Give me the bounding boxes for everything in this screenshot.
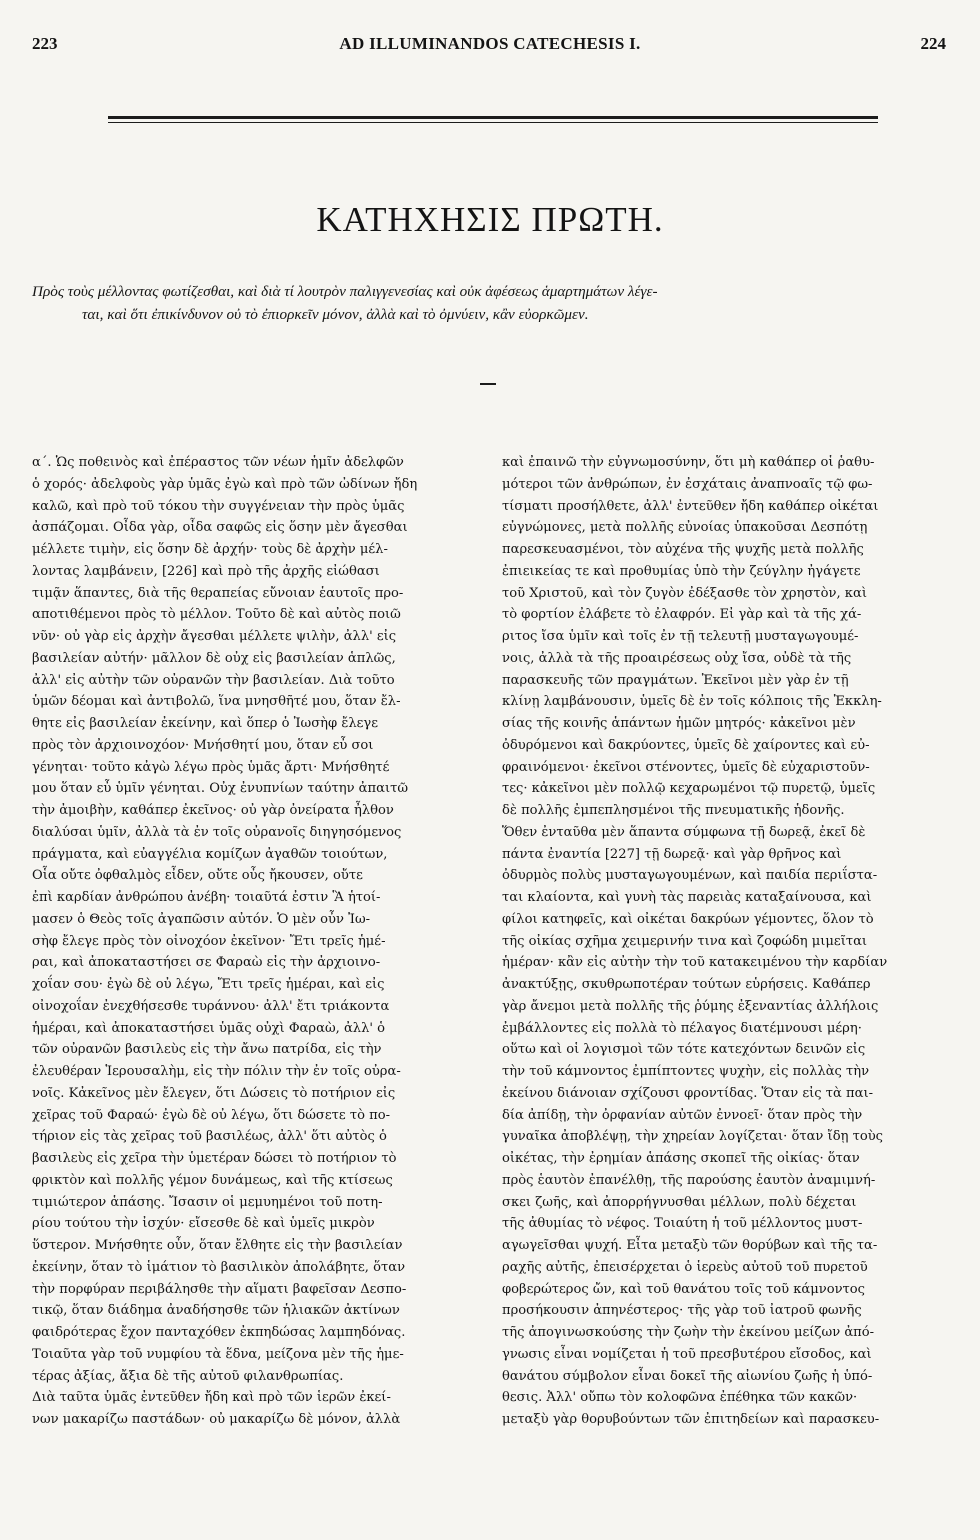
text-line: φίλοι κατηφεῖς, καὶ οἰκέται δακρύων γέμοντες, ὅλον τὸ xyxy=(502,911,874,927)
text-line: διαλύσαι ὑμῖν, ἀλλὰ τὰ ἐν τοῖς οὐρανοῖς διηγησόμενος xyxy=(32,824,402,840)
text-line: τικῷ, ὅταν διάδημα ἀναδήσησθε τῶν ἡλιακῶν ἀκτίνων xyxy=(32,1303,400,1319)
page-number-right: 224 xyxy=(920,34,946,53)
text-line: ὁ χορός· ἀδελφοὺς γὰρ ὑμᾶς ἐγὼ καὶ πρὸ τῶν ὠδίνων ἤδη xyxy=(32,476,418,492)
text-line: γυναῖκα ἀποβλέψῃ, τὴν χηρείαν λογίζεται· ὅταν ἴδῃ τοὺς xyxy=(502,1129,883,1145)
text-line: ἐπιεικείας τε καὶ προθυμίας ὑπὸ τὴν ζεύγλην ἠγάγετε xyxy=(502,563,861,579)
text-line: φαιδρότερας ἔχον πανταχόθεν ἐκπηδώσας λαμπηδόνας. xyxy=(32,1325,406,1340)
text-line: λοντας λαμβάνειν, [226] καὶ πρὸ τῆς ἀρχῆς εἰώθασι xyxy=(32,563,380,579)
text-line: ἐλευθέραν Ἱερουσαλὴμ, εἰς τὴν πόλιν τὴν ἐν τοῖς οὐρα- xyxy=(32,1064,401,1079)
text-line: γένηται· τοῦτο κἀγὼ λέγω πρὸς ὑμᾶς ἄρτι· Μνήσθητέ xyxy=(32,759,390,775)
text-line: τίσματι προσήλθετε, ἀλλ' ἐντεῦθεν ἤδη καθάπερ οἰκέται xyxy=(502,498,879,514)
text-line: γνωσις εἶναι νομίζεται ἡ τοῦ πρεσβυτέρου εἴσοδος, καὶ xyxy=(502,1346,872,1362)
summary-line-2: ται, καὶ ὅτι ἐπικίνδυνον οὐ τὸ ἐπιορκεῖν μόνον, ἀλλὰ καὶ τὸ ὀμνύειν, κἂν εὐορκῶμεν. xyxy=(82,306,589,323)
text-line: νων μακαρίζω παστάδων· οὐ μακαρίζω δὲ μόνον, ἀλλὰ xyxy=(32,1412,401,1427)
text-line: μέλλετε τιμὴν, εἰς ὅσην δὲ ἀρχήν· τοὺς δὲ ἀρχὴν μέλ- xyxy=(32,542,388,557)
text-column-left xyxy=(32,452,476,1431)
text-line: αποτιθέμενοι πρὸς τὸ μέλλον. Τοῦτο δὲ καὶ αὐτὸς ποιῶ xyxy=(32,607,401,623)
text-line: τῆς ἀθυμίας τὸ νέφος. Τοιαύτη ἡ τοῦ μέλλοντος μυστ- xyxy=(502,1216,863,1232)
text-line: δία ἀπίδῃ, τὴν ὀρφανίαν αὐτῶν ἐννοεῖ· ὅταν πρὸς τὴν xyxy=(502,1107,863,1123)
text-line: τῆς ἀπογινωσκούσης τὴν ζωὴν τὴν ἐκείνου μείζων ἀπό- xyxy=(502,1325,875,1340)
text-line: δὲ πολλῆς ἐμπεπλησμένοι τῆς πνευματικῆς ἡδονῆς. xyxy=(502,803,845,818)
text-line: τοῦ Χριστοῦ, καὶ τὸν ζυγὸν ἐδέξασθε τὸν χρηστὸν, καὶ xyxy=(502,585,867,601)
header-rule-thick xyxy=(108,116,878,119)
text-line: ἀσπάζομαι. Οἶδα γὰρ, οἶδα σαφῶς εἰς ὅσην μὲν ἄγεσθαι xyxy=(32,520,408,536)
text-line: θητε εἰς βασιλείαν ἐκείνην, καὶ ὅπερ ὁ Ἰωσὴφ ἔλεγε xyxy=(32,716,379,731)
text-line: τες· κἀκεῖνοι μὲν πολλῷ κεχαρωμένοι τῷ πυρετῷ, ὑμεῖς xyxy=(502,781,876,797)
summary-line-1: Πρὸς τοὺς μέλλοντας φωτίζεσθαι, καὶ διὰ τί λουτρὸν παλιγγενεσίας καὶ οὐκ ἀφέσεως ἁμαρτημάτων λέγε- xyxy=(32,283,658,300)
text-line: φρικτὸν καὶ πολλῆς γέμον δυνάμεως, καὶ τῆς κτίσεως xyxy=(32,1172,393,1188)
text-line: αγωγεῖσθαι ψυχή. Εἶτα μεταξὺ τῶν θορύβων καὶ τῆς τα- xyxy=(502,1238,878,1253)
text-line: παρεσκευασμένοι, τὸν αὐχένα τῆς ψυχῆς μετὰ πολλῆς xyxy=(502,542,864,557)
text-line: θεσις. Ἀλλ' οὔπω τὸν κολοφῶνα ἐπέθηκα τῶν κακῶν· xyxy=(502,1390,858,1406)
text-line: μεταξὺ γὰρ θορυβούντων τῶν ἐπιτηδείων καὶ παρασκευ- xyxy=(502,1412,880,1427)
text-line: προσήκουσιν ἀπηνέστερος· τῆς γὰρ τοῦ ἰατροῦ φωνῆς xyxy=(502,1303,862,1319)
text-line: οἰνοχοΐαν ἐνεχθήσεσθε τυράννου· ἀλλ' ἔτι τριάκοντα xyxy=(32,998,390,1014)
text-line: ἐκείνου διάνοιαν σχίζουσι φροντίδας. Ὅταν εἰς τὰ παι- xyxy=(502,1085,874,1101)
text-line: κλίνῃ λαμβάνουσιν, ὑμεῖς δὲ ἐν τοῖς κόλποις τῆς Ἐκκλη- xyxy=(502,694,882,710)
header-rule-thin xyxy=(108,122,878,123)
text-line: τὴν ἀμοιβὴν, καθάπερ ἐκεῖνος· οὐ γὰρ ὀνείρατα ἦλθον xyxy=(32,803,394,818)
page-number-left: 223 xyxy=(32,34,58,53)
text-line: ἡμέραι, καὶ ἀποκαταστήσει ὑμᾶς οὐχὶ Φαραὼ, ἀλλ' ὁ xyxy=(32,1020,386,1036)
section-divider-dash xyxy=(480,383,496,385)
text-line: οὕτω καὶ οἱ λογισμοὶ τῶν τότε κατεχόντων δεινῶν εἰς xyxy=(502,1042,866,1058)
text-line: φοβερώτερος ὤν, καὶ τοῦ θανάτου τοῖς τοῦ κάμνοντος xyxy=(502,1281,865,1297)
running-title: AD ILLUMINANDOS CATECHESIS I. xyxy=(339,34,641,53)
text-line: σίας τῆς κοινῆς ἁπάντων ἡμῶν μητρός· κἀκεῖνοι μὲν xyxy=(502,716,856,731)
text-line: καλῶ, καὶ πρὸ τοῦ τόκου τὴν συγγένειαν τὴν πρὸς ὑμᾶς xyxy=(32,498,405,514)
text-line: μου ὅταν εὖ ὑμῖν γένηται. Οὐχ ἐνυπνίων ταύτην ἀπαιτῶ xyxy=(32,781,409,797)
text-line: ἀνακτύξῃς, σκυθρωποτέραν τούτων εὑρήσεις. Καθάπερ xyxy=(502,977,871,992)
text-line: ἐμβάλλοντες εἰς πολλὰ τὸ πέλαγος διατέμνουσι μέρη· xyxy=(502,1020,862,1036)
text-line: χοΐαν σου· ἐγὼ δὲ οὐ λέγω, Ἔτι τρεῖς ἡμέραι, καὶ εἰς xyxy=(32,977,385,992)
text-line: α΄. Ὡς ποθεινὸς καὶ ἐπέραστος τῶν νέων ἡμῖν ἀδελφῶν xyxy=(32,455,404,470)
text-line: σὴφ ἔλεγε πρὸς τὸν οἰνοχόον ἐκεῖνον· Ἔτι τρεῖς ἡμέ- xyxy=(32,933,386,949)
text-line: ἐπὶ καρδίαν ἀνθρώπου ἀνέβη· τοιαῦτά ἐστιν Ἃ ἡτοί- xyxy=(32,890,381,905)
text-line: πρὸς τὸν ἀρχιοινοχόον· Μνήσθητί μου, ὅταν εὖ σοι xyxy=(32,737,374,753)
text-line: γὰρ ἄνεμοι μετὰ πολλῆς τῆς ῥύμης ἐξεναντίας ἀλλήλοις xyxy=(502,998,879,1014)
text-line: ραχῆς αὐτῆς, ἐπεισέρχεται ὁ ἱερεὺς αὐτοῦ τοῦ πυρετοῦ xyxy=(502,1259,868,1275)
catechesis-summary xyxy=(32,280,950,326)
text-line: ὀδυρμὸς πολὺς μυσταγωγουμένων, καὶ παιδία περιΐστα- xyxy=(502,868,878,884)
running-header xyxy=(28,34,952,64)
text-line: πάντα ἐναντία [227] τῇ δωρεᾷ· καὶ γὰρ θρῆνος καὶ xyxy=(502,846,842,862)
text-line: Ὅθεν ἐνταῦθα μὲν ἅπαντα σύμφωνα τῇ δωρεᾷ, ἐκεῖ δὲ xyxy=(502,824,866,840)
text-line: πράγματα, καὶ εὐαγγέλια κομίζων ἀγαθῶν τοιούτων, xyxy=(32,846,388,862)
catechesis-title: ΚΑΤΗΧΗΣΙΣ ΠΡΩΤΗ. xyxy=(316,200,664,239)
text-line: καὶ ἐπαινῶ τὴν εὐγνωμοσύνην, ὅτι μὴ καθάπερ οἱ ῥαθυ- xyxy=(502,455,875,470)
text-line: μότεροι τῶν ἀνθρώπων, ἐν ἐσχάταις ἀναπνοαῖς τῷ φω- xyxy=(502,476,873,492)
text-line: θανάτου σύμβολον εἶναι δοκεῖ τῆς αἰωνίου ζωῆς ἡ ὑπό- xyxy=(502,1368,873,1384)
text-line: Διὰ ταῦτα ὑμᾶς ἐντεῦθεν ἤδη καὶ πρὸ τῶν ἱερῶν ἐκεί- xyxy=(32,1390,391,1406)
text-line: παρασκευῆς τῶν πραγμάτων. Ἐκεῖνοι μὲν γὰρ ἐν τῇ xyxy=(502,672,849,688)
text-line: Οἷα οὔτε ὀφθαλμὸς εἶδεν, οὔτε οὖς ἤκουσεν, οὔτε xyxy=(32,868,363,884)
text-line: τῆς οἰκίας σχῆμα χειμερινήν τινα καὶ ζοφώδη μιμεῖται xyxy=(502,933,868,949)
text-line: ραι, καὶ ἀποκαταστήσει σε Φαραὼ εἰς τὴν ἀρχιοινο- xyxy=(32,955,381,971)
text-line: βασιλεὺς εἰς χεῖρα τὴν ὑμετέραν δώσει τὸ ποτήριον τὸ xyxy=(32,1151,397,1166)
text-line: Τοιαῦτα γὰρ τοῦ νυμφίου τὰ ἕδνα, μείζονα μὲν τῆς ἡμε- xyxy=(32,1346,404,1362)
text-line: ρίου τούτου τὴν ἰσχύν· εἴσεσθε δὲ καὶ ὑμεῖς μικρὸν xyxy=(32,1216,375,1232)
text-line: οἰκέτας, τὴν ἐρημίαν ἁπάσης σκοπεῖ τῆς οἰκίας· ὅταν xyxy=(502,1151,860,1166)
text-line: φραινόμενοι· ἐκεῖνοι στένοντες, ὑμεῖς δὲ εὐχαριστοῦν- xyxy=(502,759,870,775)
text-line: ὀδυρόμενοι καὶ δακρύοντες, ὑμεῖς δὲ χαίροντες καὶ εὐ- xyxy=(502,737,870,753)
text-line: ριτος ἴσα ὑμῖν καὶ τοῖς ἐν τῇ τελευτῇ μυσταγωγουμέ- xyxy=(502,629,859,644)
text-line: τήριον εἰς τὰς χεῖρας τοῦ βασιλέως, ἀλλ' ὅτι αὐτὸς ὁ xyxy=(32,1129,387,1145)
text-line: ὕστερον. Μνήσθητε οὖν, ὅταν ἔλθητε εἰς τὴν βασιλείαν xyxy=(32,1238,403,1253)
text-line: μασεν ὁ Θεὸς τοῖς ἀγαπῶσιν αὐτόν. Ὁ μὲν οὖν Ἰω- xyxy=(32,911,371,927)
text-line: τὴν πορφύραν περιβάλησθε τὴν αἵματι βαφεῖσαν Δεσπο- xyxy=(32,1281,407,1297)
text-column-right xyxy=(502,452,946,1431)
text-line: ὑμῶν δέομαι καὶ ἀντιβολῶ, ἵνα μνησθῆτέ μου, ὅταν ἔλ- xyxy=(32,694,401,710)
text-line: τέρας ἀξίας, ἄξια δὲ τῆς αὐτοῦ φιλανθρωπίας. xyxy=(32,1368,344,1384)
text-line: τιμᾷν ἅπαντες, διὰ τῆς θεραπείας εὔνοιαν ἑαυτοῖς προ- xyxy=(32,585,404,601)
text-line: τιμιώτερον ἁπάσης. Ἴσασιν οἱ μεμυημένοι τοῦ ποτη- xyxy=(32,1194,383,1210)
text-line: ἀλλ' εἰς αὐτὴν τῶν οὐρανῶν τὴν βασιλείαν. Διὰ τοῦτο xyxy=(32,672,395,688)
text-line: εὐγνώμονες, μετὰ πολλῆς εὐνοίας ὑπακοῦσαι Δεσπότῃ xyxy=(502,520,868,536)
text-line: χεῖρας τοῦ Φαραώ· ἐγὼ δὲ οὐ λέγω, ὅτι δώσετε τὸ πο- xyxy=(32,1107,391,1123)
text-line: ἐκείνην, ὅταν τὸ ἱμάτιον τὸ βασιλικὸν ἀπολάβητε, ὅταν xyxy=(32,1259,406,1275)
text-line: ται κλαίοντα, καὶ γυνὴ τὰς παρειὰς καταξαίνουσα, καὶ xyxy=(502,890,872,905)
text-line: νῦν· οὐ γὰρ εἰς ἀρχὴν ἄγεσθαι μέλλετε ψιλὴν, ἀλλ' εἰς xyxy=(32,629,397,644)
text-line: πρὸς ἑαυτὸν ἐπανέλθῃ, τῆς παρούσης ἑαυτὸν ἀναμιμνή- xyxy=(502,1172,876,1188)
text-line: νοῖς. Κἀκεῖνος μὲν ἔλεγεν, ὅτι Δώσεις τὸ ποτήριον εἰς xyxy=(32,1085,396,1101)
text-line: νοις, ἀλλὰ τὰ τῆς προαιρέσεως οὐχ ἴσα, οὐδὲ τὰ τῆς xyxy=(502,650,852,666)
text-line: σκει ζωῆς, καὶ ἀπορρήγνυσθαι μέλλων, πολὺ δέχεται xyxy=(502,1194,857,1210)
text-line: τῶν οὐρανῶν βασιλεὺς εἰς τὴν ἄνω πατρίδα, εἰς τὴν xyxy=(32,1042,382,1058)
text-line: βασιλείαν αὐτήν· μᾶλλον δὲ οὐχ εἰς βασιλείαν ἁπλῶς, xyxy=(32,650,396,666)
text-line: τὴν τοῦ κάμνοντος ἐμπίπτοντες ψυχὴν, εἰς πολλὰς τὴν xyxy=(502,1064,870,1079)
text-line: ἡμέραν· κἂν εἰς αὐτὴν τὴν τοῦ κατακειμένου τὴν καρδίαν xyxy=(502,955,888,971)
text-line: τὸ φορτίον ἐλάβετε τὸ ἐλαφρόν. Εἰ γὰρ καὶ τὰ τῆς χά- xyxy=(502,607,862,623)
